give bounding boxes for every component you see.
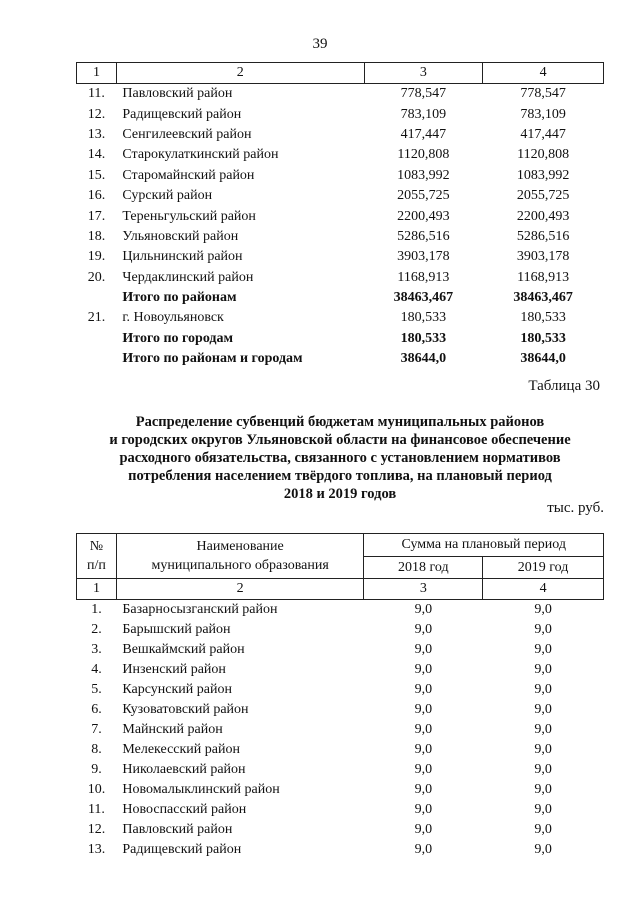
table-row bbox=[77, 84, 604, 105]
value-2019: 778,547 bbox=[520, 86, 566, 102]
name-header bbox=[116, 534, 364, 579]
caption-line: 2018 и 2019 годов bbox=[283, 486, 397, 502]
caption-line: расходного обязательства, связанного с установлением нормативов bbox=[119, 450, 561, 466]
table-row bbox=[77, 268, 604, 288]
value-2018: 5286,516 bbox=[397, 228, 450, 244]
value-2019: 2055,725 bbox=[516, 188, 570, 204]
municipality-name: Павловский район bbox=[122, 822, 233, 837]
value-2018: 9,0 bbox=[414, 842, 433, 857]
row-number bbox=[77, 349, 117, 369]
municipality-name: Старокулаткинский район bbox=[122, 147, 279, 163]
value-2019: 9,0 bbox=[534, 702, 552, 717]
municipality-name: Базарносызганский район bbox=[122, 602, 278, 617]
col-number: 4 bbox=[483, 579, 604, 600]
municipality-name: Итого по районам bbox=[122, 290, 237, 306]
table-row bbox=[77, 780, 604, 800]
total-row bbox=[77, 288, 604, 308]
value-2018: 9,0 bbox=[414, 722, 433, 737]
municipality-name: Мелекесский район bbox=[122, 742, 240, 757]
value-2018: 180,533 bbox=[400, 330, 447, 346]
table-row bbox=[77, 600, 604, 621]
value-2019: 2200,493 bbox=[516, 208, 570, 224]
value-2019: 9,0 bbox=[534, 802, 552, 817]
table-row bbox=[77, 620, 604, 640]
value-2019: 9,0 bbox=[534, 842, 552, 857]
table-row bbox=[77, 760, 604, 780]
municipality-name: Старомайнский район bbox=[122, 167, 255, 183]
caption-line: и городских округов Ульяновской области на финансовое обеспечение bbox=[109, 432, 571, 448]
total-row bbox=[77, 349, 604, 369]
row-number: 13. bbox=[87, 126, 106, 142]
value-2019: 9,0 bbox=[534, 822, 552, 837]
row-number: 19. bbox=[87, 249, 106, 265]
year-2019-header: 2019 год bbox=[483, 557, 604, 579]
col-number: 2 bbox=[116, 63, 364, 84]
table-row bbox=[77, 660, 604, 680]
value-2018: 9,0 bbox=[414, 802, 433, 817]
value-2019: 38644,0 bbox=[520, 351, 566, 367]
value-2018: 180,533 bbox=[400, 310, 447, 326]
col-number: 1 bbox=[77, 579, 117, 600]
table-row bbox=[77, 206, 604, 226]
col-number: 4 bbox=[483, 63, 604, 84]
column-numbers-row bbox=[77, 579, 604, 600]
municipality-name: Новомалыклинский район bbox=[122, 782, 280, 797]
value-2019: 38463,467 bbox=[513, 290, 573, 306]
value-2018: 9,0 bbox=[414, 662, 433, 677]
value-2018: 9,0 bbox=[414, 822, 433, 837]
municipality-name: Карсунский район bbox=[122, 682, 232, 697]
table-row bbox=[77, 104, 604, 124]
table-header-row bbox=[77, 534, 604, 557]
municipality-name: Сурский район bbox=[122, 188, 213, 204]
col-number: 3 bbox=[364, 579, 483, 600]
col-number: 3 bbox=[364, 63, 483, 84]
municipality-name: Итого по городам bbox=[122, 330, 234, 346]
municipality-name: Вешкаймский район bbox=[122, 642, 245, 657]
value-2018: 1083,992 bbox=[397, 167, 450, 183]
value-2018: 9,0 bbox=[414, 702, 433, 717]
table-row bbox=[77, 145, 604, 165]
value-2018: 9,0 bbox=[414, 762, 433, 777]
table-row bbox=[77, 740, 604, 760]
value-2018: 9,0 bbox=[414, 642, 433, 657]
row-number: 5. bbox=[91, 682, 102, 697]
caption-line: потребления населением твёрдого топлива, на плановый период bbox=[128, 468, 552, 484]
unit-label: тыс. руб. bbox=[547, 500, 604, 516]
num-header-top: № bbox=[89, 539, 104, 554]
table-row bbox=[77, 700, 604, 720]
value-2019: 1083,992 bbox=[516, 167, 570, 183]
value-2019: 9,0 bbox=[534, 622, 552, 637]
municipality-name: Радищевский район bbox=[122, 106, 242, 122]
table-30 bbox=[76, 533, 604, 860]
value-2019: 783,109 bbox=[520, 106, 566, 122]
col-number: 1 bbox=[77, 63, 117, 84]
total-row bbox=[77, 329, 604, 349]
row-number: 12. bbox=[87, 106, 106, 122]
municipality-name: г. Новоульяновск bbox=[122, 310, 224, 326]
row-number: 21. bbox=[87, 310, 106, 326]
municipality-name: Инзенский район bbox=[122, 662, 226, 677]
value-2018: 417,447 bbox=[400, 126, 447, 142]
table-row bbox=[77, 800, 604, 820]
value-2018: 38644,0 bbox=[400, 351, 447, 367]
value-2018: 1120,808 bbox=[397, 147, 450, 163]
sum-header: Сумма на плановый период bbox=[364, 534, 604, 557]
value-2019: 9,0 bbox=[534, 742, 552, 757]
num-header bbox=[77, 534, 117, 579]
value-2018: 1168,913 bbox=[397, 269, 450, 285]
col-number: 2 bbox=[116, 579, 364, 600]
value-2019: 3903,178 bbox=[516, 249, 570, 265]
value-2019: 9,0 bbox=[534, 782, 552, 797]
value-2018: 783,109 bbox=[400, 106, 447, 122]
municipality-name: Новоспасский район bbox=[122, 802, 247, 817]
row-number: 11. bbox=[87, 802, 105, 817]
name-header-bottom: муниципального образования bbox=[151, 558, 329, 573]
table-29-continuation bbox=[76, 62, 604, 369]
table-row bbox=[77, 186, 604, 206]
municipality-name: Радищевский район bbox=[122, 842, 242, 857]
municipality-name: Павловский район bbox=[122, 86, 233, 102]
row-number bbox=[77, 329, 117, 349]
value-2018: 38463,467 bbox=[393, 290, 454, 306]
row-number: 17. bbox=[87, 208, 106, 224]
value-2019: 9,0 bbox=[534, 722, 552, 737]
value-2019: 9,0 bbox=[534, 642, 552, 657]
value-2019: 180,533 bbox=[520, 310, 566, 326]
row-number: 16. bbox=[87, 188, 106, 204]
municipality-name: Кузоватовский район bbox=[122, 702, 249, 717]
value-2018: 9,0 bbox=[414, 682, 433, 697]
value-2018: 9,0 bbox=[414, 782, 433, 797]
caption-line: Распределение субвенций бюджетам муниципальных районов bbox=[135, 414, 545, 430]
table-row bbox=[77, 680, 604, 700]
row-number: 20. bbox=[87, 269, 106, 285]
value-2019: 1120,808 bbox=[517, 147, 570, 163]
municipality-name: Чердаклинский район bbox=[122, 269, 254, 285]
row-number: 7. bbox=[91, 722, 102, 737]
value-2019: 180,533 bbox=[520, 330, 566, 346]
value-2019: 1168,913 bbox=[517, 269, 570, 285]
municipality-name: Цильнинский район bbox=[122, 249, 243, 265]
row-number: 2. bbox=[91, 622, 102, 637]
name-header-top: Наименование bbox=[196, 539, 284, 554]
row-number: 11. bbox=[87, 86, 105, 102]
table-row bbox=[77, 840, 604, 860]
value-2019: 9,0 bbox=[534, 762, 552, 777]
row-number: 9. bbox=[91, 762, 102, 777]
table-row bbox=[77, 166, 604, 186]
row-number: 6. bbox=[91, 702, 102, 717]
value-2019: 5286,516 bbox=[516, 228, 570, 244]
municipality-name: Сенгилеевский район bbox=[122, 126, 252, 142]
row-number: 1. bbox=[91, 602, 102, 617]
municipality-name: Майнский район bbox=[122, 722, 223, 737]
table-row bbox=[77, 640, 604, 660]
table-row bbox=[77, 227, 604, 247]
row-number: 13. bbox=[87, 842, 106, 857]
table-row bbox=[77, 247, 604, 267]
value-2018: 2055,725 bbox=[397, 188, 450, 204]
row-number: 8. bbox=[91, 742, 102, 757]
year-2018-header: 2018 год bbox=[364, 557, 483, 579]
row-number: 10. bbox=[87, 782, 106, 797]
table-30-caption bbox=[76, 413, 604, 503]
row-number bbox=[77, 288, 117, 308]
value-2019: 417,447 bbox=[520, 126, 566, 142]
municipality-name: Итого по районам и городам bbox=[122, 351, 303, 367]
value-2018: 2200,493 bbox=[397, 208, 450, 224]
municipality-name: Тереньгульский район bbox=[122, 208, 256, 224]
value-2018: 3903,178 bbox=[397, 249, 450, 265]
value-2019: 9,0 bbox=[534, 662, 552, 677]
table-row bbox=[77, 125, 604, 145]
value-2018: 778,547 bbox=[400, 86, 447, 102]
value-2018: 9,0 bbox=[414, 742, 433, 757]
column-numbers-row bbox=[77, 63, 604, 84]
row-number: 4. bbox=[91, 662, 102, 677]
num-header-bottom: п/п bbox=[87, 558, 106, 573]
row-number: 12. bbox=[87, 822, 106, 837]
row-number: 14. bbox=[87, 147, 106, 163]
table-row bbox=[77, 820, 604, 840]
page-number: 39 bbox=[312, 36, 328, 52]
table-row bbox=[77, 308, 604, 328]
municipality-name: Барышский район bbox=[122, 622, 231, 637]
value-2018: 9,0 bbox=[414, 622, 433, 637]
value-2018: 9,0 bbox=[414, 602, 433, 617]
municipality-name: Николаевский район bbox=[122, 762, 246, 777]
value-2019: 9,0 bbox=[534, 682, 552, 697]
table-30-label: Таблица 30 bbox=[528, 378, 600, 394]
municipality-name: Ульяновский район bbox=[122, 228, 239, 244]
row-number: 3. bbox=[91, 642, 102, 657]
value-2019: 9,0 bbox=[534, 602, 552, 617]
row-number: 15. bbox=[87, 167, 106, 183]
table-row bbox=[77, 720, 604, 740]
row-number: 18. bbox=[87, 228, 106, 244]
